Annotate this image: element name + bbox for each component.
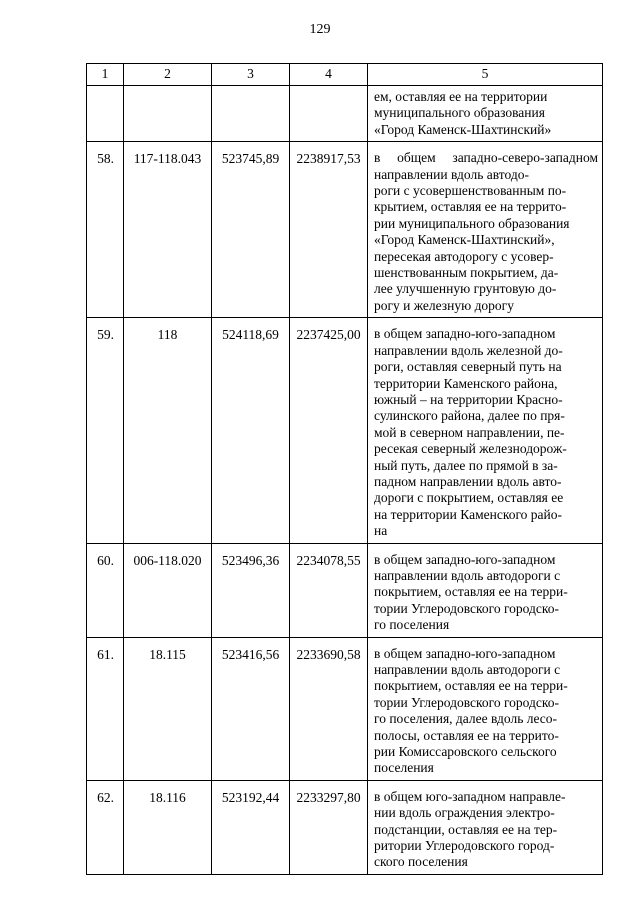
cell-x: 523416,56	[212, 637, 290, 780]
cell-y: 2238917,53	[290, 142, 368, 318]
table-row	[87, 318, 603, 543]
table-row	[87, 543, 603, 637]
cell-number: 61.	[87, 637, 124, 780]
table-header-row	[87, 64, 603, 86]
cell-point: 006-118.020	[124, 543, 212, 637]
cell-empty	[212, 86, 290, 142]
cell-x: 524118,69	[212, 318, 290, 543]
cell-description: в общем западно-северо-западном направлении вдоль автодо- роги с усовершенствованным по- крытием, оставляя ее на террито- рии муниципального образования «Город Каменск-Шахтинский», пересекая автодорогу с усовер- шенствованным покрытием, да- лее улучшенную грунтовую до- рогу и железную дорогу	[368, 142, 603, 318]
boundary-table	[86, 63, 603, 875]
cell-y: 2237425,00	[290, 318, 368, 543]
cell-point: 18.116	[124, 780, 212, 874]
cell-x: 523496,36	[212, 543, 290, 637]
cell-description: в общем юго-западном направле- нии вдоль ограждения электро- подстанции, оставляя ее на тер- ритории Углеродовского город- ского поселения	[368, 780, 603, 874]
header-col-3: 3	[212, 64, 290, 86]
cell-x: 523745,89	[212, 142, 290, 318]
cell-point: 117-118.043	[124, 142, 212, 318]
cell-point: 18.115	[124, 637, 212, 780]
table-row-continuation	[87, 86, 603, 142]
cell-empty	[87, 86, 124, 142]
cell-point: 118	[124, 318, 212, 543]
header-col-1: 1	[87, 64, 124, 86]
header-col-2: 2	[124, 64, 212, 86]
cell-x: 523192,44	[212, 780, 290, 874]
cell-number: 59.	[87, 318, 124, 543]
table-row	[87, 142, 603, 318]
cell-y: 2233297,80	[290, 780, 368, 874]
cell-y: 2233690,58	[290, 637, 368, 780]
cell-description: в общем западно-юго-западном направлении вдоль железной до- роги, оставляя северный путь на территории Каменского района, южный – на территории Красно- сулинского района, далее по пря- мой в северном направлении, пе- ресекая северный железнодорож- ный путь, далее по прямой в за- падном направлении вдоль авто- дороги с покрытием, оставляя ее на территории Каменского райо- на	[368, 318, 603, 543]
cell-description: в общем западно-юго-западном направлении вдоль автодороги с покрытием, оставляя ее на терри- тории Углеродовского городско- го поселения	[368, 543, 603, 637]
cell-y: 2234078,55	[290, 543, 368, 637]
cell-number: 62.	[87, 780, 124, 874]
header-col-5: 5	[368, 64, 603, 86]
table-row	[87, 780, 603, 874]
page-number: 129	[309, 22, 331, 37]
header-col-4: 4	[290, 64, 368, 86]
cell-description: в общем западно-юго-западном направлении вдоль автодороги с покрытием, оставляя ее на терри- тории Углеродовского городско- го поселения, далее вдоль лесо- полосы, оставляя ее на террито- рии Комиссаровского сельского поселения	[368, 637, 603, 780]
cell-empty	[290, 86, 368, 142]
cell-number: 58.	[87, 142, 124, 318]
cell-description: ем, оставляя ее на территории муниципального образования «Город Каменск-Шахтинский»	[368, 86, 603, 142]
table-row	[87, 637, 603, 780]
cell-empty	[124, 86, 212, 142]
cell-number: 60.	[87, 543, 124, 637]
